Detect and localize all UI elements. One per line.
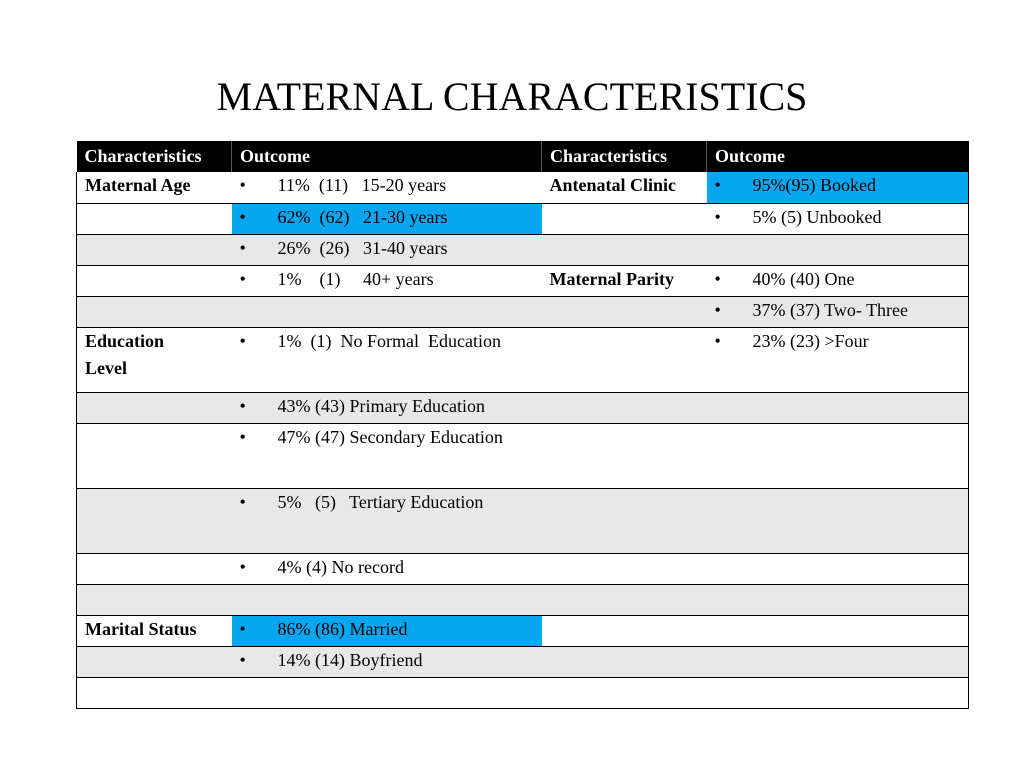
- outcome-cell: [707, 488, 969, 553]
- outcome-cell: • 4% (4) No record: [232, 553, 542, 584]
- outcome-cell: [707, 615, 969, 646]
- characteristic-label: [542, 327, 707, 392]
- bullet-icon: •: [714, 175, 721, 195]
- characteristic-label: [542, 677, 707, 708]
- outcome-cell: • 47% (47) Secondary Education: [232, 423, 542, 488]
- characteristic-label: [542, 553, 707, 584]
- bullet-icon: •: [239, 395, 246, 416]
- characteristic-label: [77, 584, 232, 615]
- bullet-icon: •: [239, 175, 246, 195]
- characteristic-label: Education Level: [77, 327, 232, 392]
- characteristic-label: [77, 234, 232, 265]
- bullet-icon: •: [714, 206, 721, 227]
- table-row: [77, 327, 969, 392]
- characteristic-label: [542, 615, 707, 646]
- characteristic-label: [77, 553, 232, 584]
- table-row: [77, 584, 969, 615]
- outcome-cell: • 62% (62) 21-30 years: [232, 203, 542, 234]
- bullet-icon: •: [714, 330, 721, 351]
- characteristic-label: [77, 646, 232, 677]
- outcome-cell: • 26% (26) 31-40 years: [232, 234, 542, 265]
- characteristic-label: Maternal Age: [77, 172, 232, 203]
- outcome-cell: • 1% (1) No Formal Education: [232, 327, 542, 392]
- table-row: [77, 296, 969, 327]
- outcome-cell: • 14% (14) Boyfriend: [232, 646, 542, 677]
- outcome-cell: • 37% (37) Two- Three: [707, 296, 969, 327]
- outcome-cell: • 1% (1) 40+ years: [232, 265, 542, 296]
- table-row: [77, 488, 969, 553]
- outcome-cell: • 86% (86) Married: [232, 615, 542, 646]
- bullet-icon: •: [239, 206, 246, 227]
- outcome-cell: • 11% (11) 15-20 years: [232, 172, 542, 203]
- characteristic-label: [542, 296, 707, 327]
- table-row: [77, 423, 969, 488]
- outcome-cell: [707, 584, 969, 615]
- table-row: [77, 172, 969, 203]
- bullet-icon: •: [239, 491, 246, 512]
- table-row: [77, 265, 969, 296]
- characteristic-label: [542, 584, 707, 615]
- table-row: [77, 646, 969, 677]
- outcome-cell: [707, 646, 969, 677]
- header-row: [77, 141, 969, 172]
- outcome-cell: • 43% (43) Primary Education: [232, 392, 542, 423]
- characteristic-label: [542, 488, 707, 553]
- characteristic-label: [542, 203, 707, 234]
- outcome-cell: • 5% (5) Tertiary Education: [232, 488, 542, 553]
- characteristic-label: [77, 677, 232, 708]
- column-header: Characteristics: [542, 141, 707, 172]
- outcome-cell: [707, 553, 969, 584]
- characteristic-label: [77, 423, 232, 488]
- outcome-cell: [707, 677, 969, 708]
- characteristic-label: [77, 392, 232, 423]
- outcome-cell: [707, 234, 969, 265]
- outcome-cell: [232, 296, 542, 327]
- table-row: [77, 615, 969, 646]
- outcome-cell: [707, 392, 969, 423]
- characteristic-label: [542, 646, 707, 677]
- characteristic-label: Marital Status: [77, 615, 232, 646]
- bullet-icon: •: [239, 426, 246, 447]
- characteristics-table: [76, 141, 969, 709]
- characteristic-label: Antenatal Clinic: [549, 175, 677, 195]
- page-title: MATERNAL CHARACTERISTICS: [216, 74, 808, 119]
- column-header: Characteristics: [77, 141, 232, 172]
- table-row: [77, 203, 969, 234]
- outcome-cell: [232, 677, 542, 708]
- column-header: Outcome: [707, 141, 969, 172]
- outcome-cell: • 95%(95) Booked: [707, 172, 969, 203]
- characteristic-label: [77, 265, 232, 296]
- column-header: Outcome: [232, 141, 542, 172]
- characteristic-label: [542, 392, 707, 423]
- outcome-cell: • 40% (40) One: [707, 265, 969, 296]
- table-row: [77, 234, 969, 265]
- characteristic-label: Maternal Parity: [549, 268, 674, 289]
- characteristic-label: [542, 234, 707, 265]
- bullet-icon: •: [239, 556, 246, 577]
- bullet-icon: •: [714, 268, 721, 289]
- outcome-cell: [707, 423, 969, 488]
- table-row: [77, 553, 969, 584]
- outcome-cell: [232, 584, 542, 615]
- characteristic-label: [77, 296, 232, 327]
- outcome-cell: • 5% (5) Unbooked: [707, 203, 969, 234]
- bullet-icon: •: [714, 299, 721, 320]
- table-row: [77, 392, 969, 423]
- bullet-icon: •: [239, 268, 246, 289]
- characteristic-label: [77, 488, 232, 553]
- bullet-icon: •: [239, 618, 246, 639]
- bullet-icon: •: [239, 649, 246, 670]
- characteristic-label: [542, 423, 707, 488]
- bullet-icon: •: [239, 237, 246, 258]
- outcome-cell: • 23% (23) >Four: [707, 327, 969, 392]
- table-row: [77, 677, 969, 708]
- characteristic-label: [77, 203, 232, 234]
- bullet-icon: •: [239, 330, 246, 351]
